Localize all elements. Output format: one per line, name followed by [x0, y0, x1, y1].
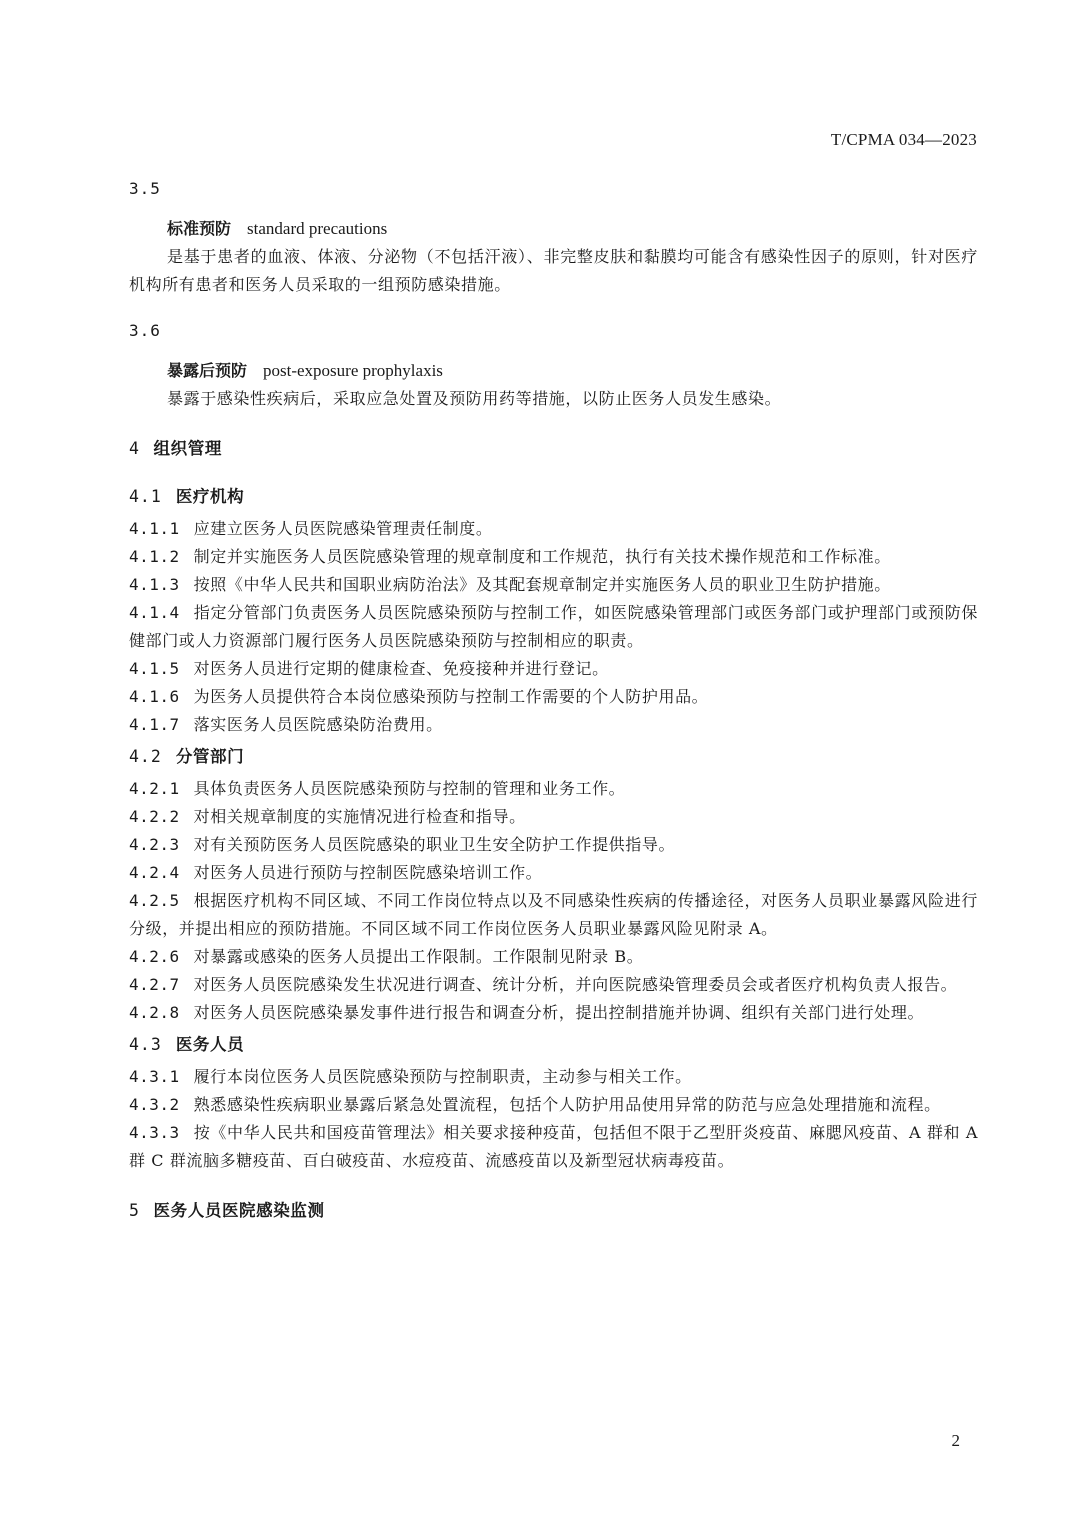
subsection-number: 4.3 [129, 1035, 162, 1054]
clause [129, 803, 978, 831]
section-title: 组织管理 [153, 439, 222, 458]
subsection-number: 4.1 [129, 487, 162, 506]
clause [129, 831, 978, 859]
clause-text: 制定并实施医务人员医院感染管理的规章制度和工作规范，执行有关技术操作规范和工作标准。 [193, 547, 891, 566]
clause [129, 971, 978, 999]
clause-number: 4.2.7 [129, 975, 180, 994]
clause-text: 具体负责医务人员医院感染预防与控制的管理和业务工作。 [193, 779, 626, 798]
clause [129, 571, 978, 599]
clause-text: 对医务人员进行预防与控制医院感染培训工作。 [193, 863, 543, 882]
section-title: 医务人员医院感染监测 [153, 1201, 325, 1220]
clause-text: 对暴露或感染的医务人员提出工作限制。工作限制见附录 B。 [193, 947, 644, 966]
clause-number: 4.2.6 [129, 947, 180, 966]
clause [129, 599, 978, 655]
clause-number: 4.1.4 [129, 603, 180, 622]
subsection-heading [129, 483, 978, 511]
clause-number: 4.2.5 [129, 891, 180, 910]
clause [129, 887, 978, 943]
clause [129, 683, 978, 711]
clause-text: 指定分管部门负责医务人员医院感染预防与控制工作，如医院感染管理部门或医务部门或护理部门或预防保健部门或人力资源部门履行医务人员医院感染预防与控制相应的职责。 [129, 603, 978, 650]
term-title-cn: 暴露后预防 [167, 361, 248, 380]
subsection-heading [129, 1031, 978, 1059]
clause-number: 4.1.3 [129, 575, 180, 594]
clause-number: 4.1.7 [129, 715, 180, 734]
clause-text: 落实医务人员医院感染防治费用。 [193, 715, 443, 734]
clause [129, 1091, 978, 1119]
clause-text: 应建立医务人员医院感染管理责任制度。 [193, 519, 493, 538]
term-number: 3.6 [129, 321, 161, 340]
clause-number: 4.2.2 [129, 807, 180, 826]
clause-number: 4.3.3 [129, 1123, 180, 1142]
subsection-title: 医务人员 [175, 1035, 245, 1054]
clause [129, 543, 978, 571]
term-title-cn: 标准预防 [167, 219, 232, 238]
clause-text: 按照《中华人民共和国职业病防治法》及其配套规章制定并实施医务人员的职业卫生防护措施。 [193, 575, 891, 594]
clause-number: 4.1.1 [129, 519, 180, 538]
clause [129, 515, 978, 543]
term-definition: 暴露于感染性疾病后，采取应急处置及预防用药等措施，以防止医务人员发生感染。 [167, 389, 782, 408]
clause-text: 按《中华人民共和国疫苗管理法》相关要求接种疫苗，包括但不限于乙型肝炎疫苗、麻腮风疫苗、A 群和 A 群 C 群流脑多糖疫苗、百白破疫苗、水痘疫苗、流感疫苗以及新型冠状病毒疫苗。 [129, 1123, 978, 1170]
clause-number: 4.2.1 [129, 779, 180, 798]
term-title-en: post-exposure prophylaxis [263, 361, 443, 380]
section-heading [129, 435, 978, 463]
section-number: 5 [129, 1201, 140, 1220]
document-code: T/CPMA 034—2023 [830, 130, 977, 149]
clause-text: 对医务人员进行定期的健康检查、免疫接种并进行登记。 [193, 659, 609, 678]
clause-text: 对相关规章制度的实施情况进行检查和指导。 [193, 807, 526, 826]
document-body [129, 175, 978, 1245]
term-title-en: standard precautions [247, 219, 388, 238]
clause-text: 对医务人员医院感染暴发事件进行报告和调查分析，提出控制措施并协调、组织有关部门进行处理。 [193, 1003, 925, 1022]
clause-number: 4.1.6 [129, 687, 180, 706]
clause-text: 为医务人员提供符合本岗位感染预防与控制工作需要的个人防护用品。 [193, 687, 709, 706]
subsection-title: 分管部门 [175, 747, 245, 766]
clause [129, 859, 978, 887]
clause-text: 履行本岗位医务人员医院感染预防与控制职责，主动参与相关工作。 [193, 1067, 692, 1086]
term-definition: 是基于患者的血液、体液、分泌物（不包括汗液）、非完整皮肤和黏膜均可能含有感染性因子的原则，针对医疗机构所有患者和医务人员采取的一组预防感染措施。 [129, 247, 978, 294]
page-number: 2 [951, 1431, 960, 1450]
clause [129, 711, 978, 739]
clause-number: 4.1.5 [129, 659, 180, 678]
clause-number: 4.3.2 [129, 1095, 180, 1114]
clause-number: 4.1.2 [129, 547, 180, 566]
clause-text: 熟悉感染性疾病职业暴露后紧急处置流程，包括个人防护用品使用异常的防范与应急处理措施和流程。 [193, 1095, 941, 1114]
clause [129, 1119, 978, 1175]
subsection-heading [129, 743, 978, 771]
clause [129, 1063, 978, 1091]
section-heading [129, 1197, 978, 1225]
clause-number: 4.2.8 [129, 1003, 180, 1022]
term-title [167, 357, 978, 385]
clause [129, 775, 978, 803]
clause-text: 根据医疗机构不同区域、不同工作岗位特点以及不同感染性疾病的传播途径，对医务人员职业暴露风险进行分级，并提出相应的预防措施。不同区域不同工作岗位医务人员职业暴露风险见附录 A。 [129, 891, 978, 938]
clause [129, 943, 978, 971]
term-number: 3.5 [129, 179, 161, 198]
section-number: 4 [129, 439, 140, 458]
clause-text: 对有关预防医务人员医院感染的职业卫生安全防护工作提供指导。 [193, 835, 676, 854]
clause-number: 4.2.4 [129, 863, 180, 882]
clause-number: 4.2.3 [129, 835, 180, 854]
subsection-title: 医疗机构 [175, 487, 245, 506]
term-title [167, 215, 978, 243]
clause-number: 4.3.1 [129, 1067, 180, 1086]
subsection-number: 4.2 [129, 747, 162, 766]
clause [129, 655, 978, 683]
clause-text: 对医务人员医院感染发生状况进行调查、统计分析，并向医院感染管理委员会或者医疗机构负责人报告。 [193, 975, 958, 994]
clause [129, 999, 978, 1027]
